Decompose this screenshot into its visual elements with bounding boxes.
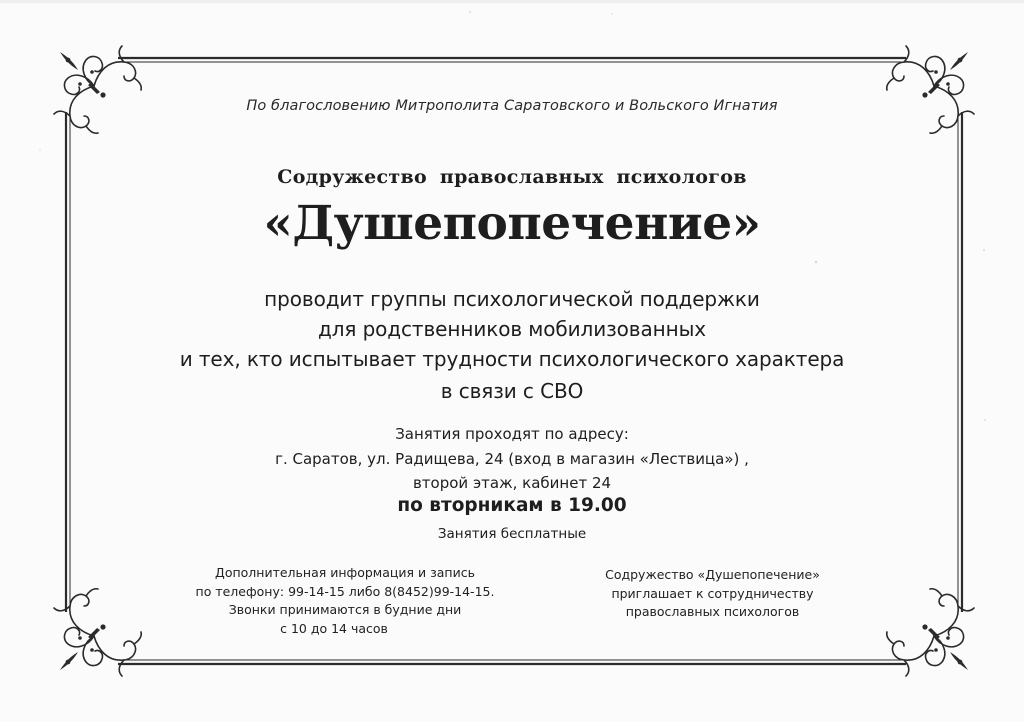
invitation-line: Содружество «Душепопечение» <box>605 567 820 582</box>
price-note: Занятия бесплатные <box>437 526 587 542</box>
organization-subtitle: Содружество православных психологов <box>277 166 747 188</box>
description-line: проводит группы психологической поддержки <box>264 287 760 311</box>
description-line: в связи с СВО <box>440 379 584 403</box>
contact-line: Звонки принимаются в будние дни <box>228 602 462 617</box>
contact-hours-line: с 10 до 14 часов <box>280 620 388 636</box>
invitation-line: приглашает к сотрудничеству <box>611 585 814 601</box>
invitation-block <box>585 566 840 622</box>
contact-info-block <box>170 564 520 638</box>
address-intro: Занятия проходят по адресу: <box>395 425 629 443</box>
address-street: г. Саратов, ул. Радищева, 24 (вход в магазин «Лествица») , <box>275 450 749 468</box>
contact-phone-line: по телефону: 99-14-15 либо 8(8452)99-14-15. <box>195 583 495 599</box>
blessing-line: По благословению Митрополита Саратовского и Вольского Игнатия <box>246 98 778 114</box>
description-line: и тех, кто испытывает трудности психологического характера <box>179 347 845 371</box>
schedule-line: по вторникам в 19.00 <box>397 495 627 516</box>
invitation-line: православных психологов <box>625 604 800 619</box>
page-title: «Душепопечение» <box>263 196 761 251</box>
address-floor: второй этаж, кабинет 24 <box>412 474 612 492</box>
contact-line: Дополнительная информация и запись <box>215 565 475 580</box>
description-line: для родственников мобилизованных <box>317 317 707 341</box>
